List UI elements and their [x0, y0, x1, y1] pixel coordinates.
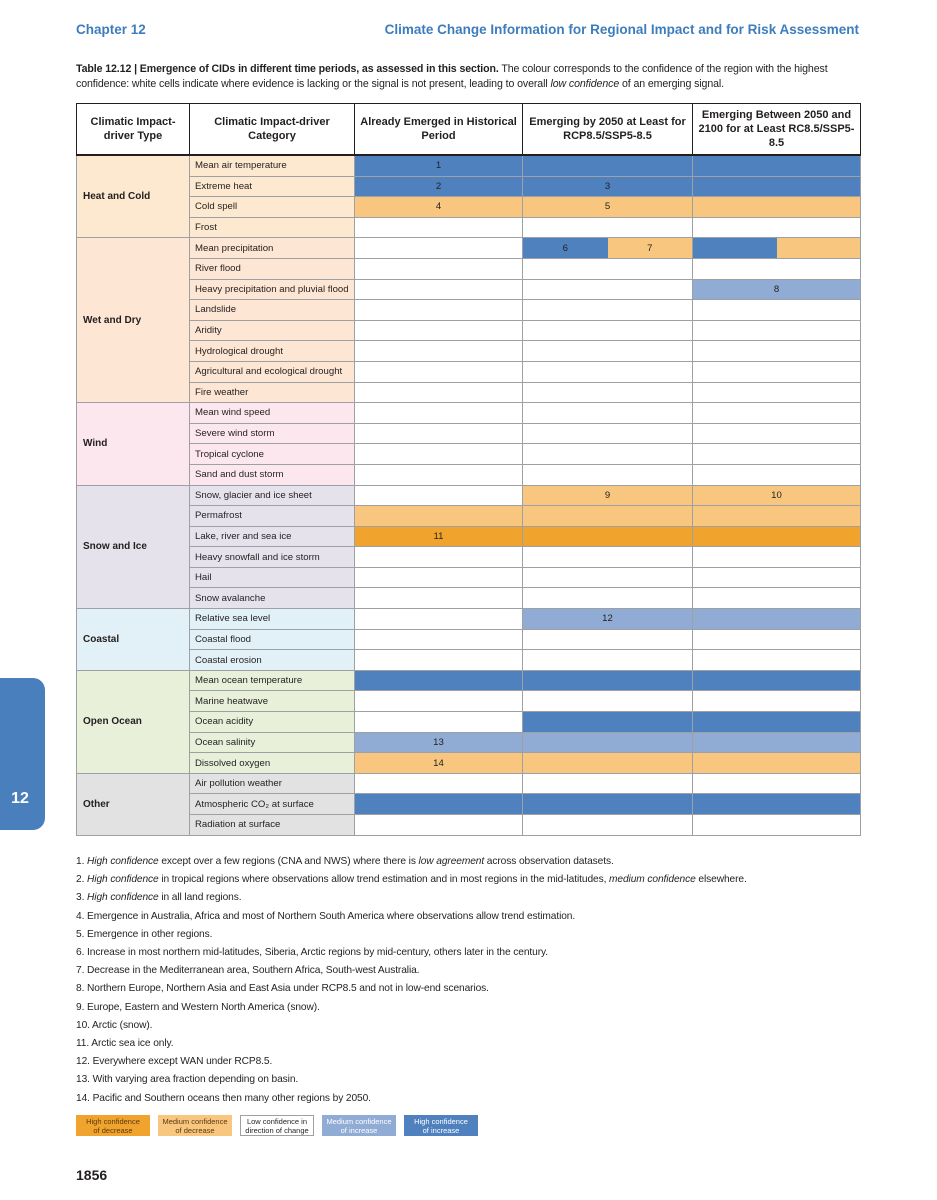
cid-category-cell: Atmospheric CO₂ at surface — [190, 794, 355, 815]
confidence-cell — [523, 753, 693, 774]
confidence-cell — [693, 691, 861, 712]
note-item — [76, 1017, 859, 1035]
confidence-cell — [693, 650, 861, 671]
confidence-cell — [523, 341, 693, 362]
confidence-cell — [523, 712, 693, 733]
cid-category-cell: Mean air temperature — [190, 155, 355, 176]
note-item — [76, 908, 859, 926]
legend-label-line1: Medium confidence — [162, 1116, 228, 1126]
note-italic-text: High confidence — [87, 892, 159, 904]
confidence-cell-half: 7 — [608, 238, 693, 258]
cid-type-cell: Wind — [77, 403, 190, 485]
confidence-cell — [523, 794, 693, 815]
confidence-cell — [355, 444, 523, 465]
confidence-cell — [523, 403, 693, 424]
table-row — [77, 217, 861, 238]
note-item — [76, 980, 859, 998]
confidence-cell — [693, 444, 861, 465]
cid-table-container — [76, 103, 860, 836]
cid-category-cell: Radiation at surface — [190, 815, 355, 836]
table-header-row — [77, 104, 861, 156]
confidence-cell — [523, 650, 693, 671]
note-item — [76, 871, 859, 889]
confidence-cell — [693, 300, 861, 321]
confidence-cell — [693, 567, 861, 588]
cid-category-cell: Agricultural and ecological drought — [190, 361, 355, 382]
confidence-cell: 5 — [523, 197, 693, 218]
cid-category-cell: Aridity — [190, 320, 355, 341]
cid-category-cell: Coastal flood — [190, 629, 355, 650]
confidence-cell — [693, 341, 861, 362]
split-confidence-cell — [693, 238, 860, 258]
header-cid-type: Climatic Impact-driver Type — [77, 104, 190, 156]
table-row — [77, 464, 861, 485]
table-row — [77, 547, 861, 568]
cid-category-cell: Snow avalanche — [190, 588, 355, 609]
table-row — [77, 588, 861, 609]
cid-category-cell: Lake, river and sea ice — [190, 526, 355, 547]
confidence-cell — [693, 155, 861, 176]
note-text: Europe, Eastern and Western North America (snow). — [87, 1001, 320, 1013]
legend-label-line2: of decrease — [93, 1125, 133, 1135]
cid-category-cell: Mean wind speed — [190, 403, 355, 424]
confidence-cell — [355, 670, 523, 691]
legend-label-line1: High confidence — [414, 1116, 468, 1126]
confidence-cell — [693, 238, 861, 259]
confidence-cell — [355, 341, 523, 362]
confidence-cell — [693, 464, 861, 485]
confidence-cell — [355, 217, 523, 238]
confidence-cell — [693, 670, 861, 691]
caption-text-a: The colour corresponds to the confidence of the region with the highest confidence: white cells indicate where evidence is lacking or the signal is not present, leading to overall — [76, 63, 828, 90]
confidence-cell — [523, 464, 693, 485]
note-italic-text: low agreement — [418, 856, 485, 867]
confidence-cell — [355, 712, 523, 733]
cid-category-cell: Cold spell — [190, 197, 355, 218]
table-row — [77, 238, 861, 259]
confidence-cell-half — [777, 238, 861, 258]
confidence-cell — [523, 526, 693, 547]
confidence-cell — [355, 382, 523, 403]
cid-category-cell: Heavy precipitation and pluvial flood — [190, 279, 355, 300]
table-row — [77, 794, 861, 815]
confidence-cell: 11 — [355, 526, 523, 547]
cid-category-cell: Ocean salinity — [190, 732, 355, 753]
note-number: 14. — [76, 1092, 90, 1104]
cid-type-cell: Open Ocean — [77, 670, 190, 773]
confidence-cell: 13 — [355, 732, 523, 753]
note-number: 12. — [76, 1056, 90, 1068]
chapter-side-tab — [0, 678, 45, 830]
cid-category-cell: Coastal erosion — [190, 650, 355, 671]
confidence-cell: 2 — [355, 176, 523, 197]
confidence-cell — [523, 629, 693, 650]
confidence-cell — [355, 794, 523, 815]
confidence-cell — [355, 320, 523, 341]
cid-category-cell: Air pollution weather — [190, 773, 355, 794]
table-row — [77, 423, 861, 444]
confidence-cell — [523, 320, 693, 341]
note-number: 9. — [76, 1001, 85, 1013]
confidence-cell — [355, 691, 523, 712]
confidence-cell — [693, 217, 861, 238]
cid-category-cell: Hail — [190, 567, 355, 588]
confidence-cell — [523, 691, 693, 712]
table-row — [77, 155, 861, 176]
legend-label-line1: Medium confidence — [326, 1116, 392, 1126]
table-row — [77, 300, 861, 321]
confidence-cell: 8 — [693, 279, 861, 300]
confidence-cell — [355, 258, 523, 279]
header-2050-2100: Emerging Between 2050 and 2100 for at Least RC8.5/SSP5-8.5 — [693, 104, 861, 156]
confidence-cell — [693, 320, 861, 341]
note-text: With varying area fraction depending on basin. — [92, 1074, 299, 1086]
cid-type-cell: Coastal — [77, 609, 190, 671]
confidence-cell — [355, 403, 523, 424]
confidence-cell — [355, 361, 523, 382]
confidence-cell — [523, 588, 693, 609]
note-item — [76, 1071, 859, 1089]
confidence-cell — [693, 547, 861, 568]
header-historical: Already Emerged in Historical Period — [355, 104, 523, 156]
confidence-cell — [523, 382, 693, 403]
cid-category-cell: Snow, glacier and ice sheet — [190, 485, 355, 506]
cid-category-cell: Severe wind storm — [190, 423, 355, 444]
table-row — [77, 506, 861, 527]
confidence-cell — [523, 732, 693, 753]
confidence-cell — [523, 567, 693, 588]
confidence-cell — [523, 423, 693, 444]
confidence-cell — [693, 361, 861, 382]
note-text: Northern Europe, Northern Asia and East Asia under RCP8.5 and not in low-end scenarios. — [87, 983, 489, 995]
cid-category-cell: Heavy snowfall and ice storm — [190, 547, 355, 568]
table-row — [77, 629, 861, 650]
confidence-cell — [523, 361, 693, 382]
confidence-cell — [355, 238, 523, 259]
caption-label: Table 12.12 | Emergence of CIDs in different time periods, as assessed in this section. — [76, 63, 499, 75]
confidence-cell: 9 — [523, 485, 693, 506]
note-text: Emergence in Australia, Africa and most of Northern South America where observations allow trend estimation. — [87, 910, 576, 922]
confidence-cell — [523, 773, 693, 794]
table-row — [77, 403, 861, 424]
confidence-cell: 10 — [693, 485, 861, 506]
legend-label-line1: High confidence — [86, 1116, 140, 1126]
confidence-cell: 14 — [355, 753, 523, 774]
confidence-cell — [693, 712, 861, 733]
table-row — [77, 320, 861, 341]
table-row — [77, 279, 861, 300]
legend-label-line2: direction of change — [245, 1125, 309, 1135]
cid-category-cell: River flood — [190, 258, 355, 279]
legend-label-line2: of decrease — [175, 1125, 215, 1135]
confidence-cell — [523, 506, 693, 527]
table-row — [77, 691, 861, 712]
confidence-cell — [693, 176, 861, 197]
note-text: Increase in most northern mid-latitudes, Siberia, Arctic regions by mid-century, others later in the century. — [87, 947, 548, 959]
legend-key-hi — [404, 1115, 478, 1136]
table-row — [77, 650, 861, 671]
cid-category-cell: Ocean acidity — [190, 712, 355, 733]
note-number: 8. — [76, 983, 85, 995]
note-italic-text: High confidence — [87, 856, 159, 867]
running-head — [76, 22, 859, 42]
confidence-cell — [355, 629, 523, 650]
table-row — [77, 609, 861, 630]
note-italic-text: medium confidence — [609, 874, 696, 886]
confidence-cell — [523, 279, 693, 300]
table-row — [77, 567, 861, 588]
table-row — [77, 444, 861, 465]
cid-type-cell: Other — [77, 773, 190, 835]
cid-category-cell: Landslide — [190, 300, 355, 321]
table-row — [77, 341, 861, 362]
legend-key-md — [158, 1115, 232, 1136]
note-number: 3. — [76, 892, 85, 904]
confidence-cell — [693, 629, 861, 650]
note-text: Everywhere except WAN under RCP8.5. — [92, 1056, 273, 1068]
confidence-cell — [693, 732, 861, 753]
cid-category-cell: Frost — [190, 217, 355, 238]
note-text: Arctic sea ice only. — [91, 1038, 174, 1050]
table-row — [77, 382, 861, 403]
legend-label-line2: of increase — [340, 1125, 378, 1135]
chapter-label: Chapter 12 — [76, 22, 146, 37]
note-number: 1. — [76, 856, 85, 867]
note-number: 5. — [76, 928, 85, 940]
confidence-cell — [355, 464, 523, 485]
confidence-cell — [355, 300, 523, 321]
confidence-cell — [693, 794, 861, 815]
note-italic-text: High confidence — [87, 874, 159, 886]
note-number: 10. — [76, 1019, 90, 1031]
cid-category-cell: Mean precipitation — [190, 238, 355, 259]
confidence-cell — [523, 670, 693, 691]
table-caption — [76, 62, 859, 91]
cid-category-cell: Dissolved oxygen — [190, 753, 355, 774]
cid-category-cell: Mean ocean temperature — [190, 670, 355, 691]
cid-category-cell: Fire weather — [190, 382, 355, 403]
confidence-cell — [523, 300, 693, 321]
note-text: Arctic (snow). — [92, 1019, 153, 1031]
confidence-cell — [355, 423, 523, 444]
table-row — [77, 361, 861, 382]
confidence-cell — [523, 238, 693, 259]
confidence-cell — [355, 506, 523, 527]
confidence-cell — [693, 526, 861, 547]
table-row — [77, 773, 861, 794]
side-tab-number: 12 — [11, 790, 29, 807]
confidence-cell — [693, 588, 861, 609]
confidence-cell — [523, 815, 693, 836]
note-text: in all land regions. — [158, 892, 242, 904]
note-text: in tropical regions where observations allow trend estimation and in most regions in the mid-latitudes, — [158, 874, 610, 886]
legend-key-hd — [76, 1115, 150, 1136]
note-item — [76, 962, 859, 980]
caption-italic: low confidence — [550, 77, 620, 90]
note-text: Decrease in the Mediterranean area, Southern Africa, South-west Australia. — [87, 965, 420, 977]
table-row — [77, 712, 861, 733]
cid-type-cell: Snow and Ice — [77, 485, 190, 609]
legend-label-line2: of increase — [422, 1125, 460, 1135]
caption-text-b: of an emerging signal. — [619, 77, 725, 90]
confidence-cell — [355, 773, 523, 794]
cid-category-cell: Sand and dust storm — [190, 464, 355, 485]
confidence-cell — [693, 382, 861, 403]
confidence-cell — [693, 197, 861, 218]
legend-key-lo — [240, 1115, 314, 1136]
note-item — [76, 926, 859, 944]
table-row — [77, 485, 861, 506]
confidence-cell — [355, 815, 523, 836]
note-text: elsewhere. — [695, 874, 747, 886]
confidence-cell: 12 — [523, 609, 693, 630]
cid-type-cell: Heat and Cold — [77, 155, 190, 238]
note-item — [76, 853, 859, 871]
note-item — [76, 944, 859, 962]
table-row — [77, 197, 861, 218]
chapter-title: Climate Change Information for Regional Impact and for Risk Assessment — [384, 22, 859, 37]
table-body — [77, 155, 861, 835]
cid-category-cell: Extreme heat — [190, 176, 355, 197]
note-number: 11. — [76, 1038, 90, 1050]
note-number: 4. — [76, 910, 85, 922]
split-confidence-cell — [523, 238, 692, 258]
note-number: 7. — [76, 965, 85, 977]
header-by-2050: Emerging by 2050 at Least for RCP8.5/SSP5-8.5 — [523, 104, 693, 156]
cid-emergence-table — [76, 103, 861, 836]
confidence-cell — [693, 506, 861, 527]
note-text: except over a few regions (CNA and NWS) where there is — [158, 856, 419, 867]
confidence-cell — [693, 423, 861, 444]
note-number: 2. — [76, 874, 85, 886]
header-cid-category: Climatic Impact-driver Category — [190, 104, 355, 156]
confidence-cell — [693, 773, 861, 794]
confidence-cell — [355, 485, 523, 506]
confidence-cell — [355, 650, 523, 671]
confidence-cell — [523, 547, 693, 568]
confidence-cell: 1 — [355, 155, 523, 176]
table-row — [77, 526, 861, 547]
confidence-cell — [355, 547, 523, 568]
note-text: Pacific and Southern oceans then many other regions by 2050. — [92, 1092, 371, 1104]
confidence-cell — [355, 588, 523, 609]
table-row — [77, 176, 861, 197]
confidence-cell — [523, 258, 693, 279]
confidence-cell — [693, 403, 861, 424]
cid-category-cell: Marine heatwave — [190, 691, 355, 712]
note-item — [76, 1035, 859, 1053]
confidence-cell — [523, 444, 693, 465]
note-item — [76, 889, 859, 907]
note-number: 13. — [76, 1074, 90, 1086]
confidence-cell — [693, 258, 861, 279]
legend-label-line1: Low confidence in — [246, 1116, 308, 1126]
confidence-cell: 4 — [355, 197, 523, 218]
legend-key-mi — [322, 1115, 396, 1136]
note-number: 6. — [76, 947, 85, 959]
table-row — [77, 815, 861, 836]
confidence-cell: 3 — [523, 176, 693, 197]
confidence-cell — [693, 753, 861, 774]
confidence-cell — [523, 217, 693, 238]
cid-category-cell: Relative sea level — [190, 609, 355, 630]
confidence-cell — [355, 567, 523, 588]
confidence-cell — [693, 609, 861, 630]
confidence-cell — [693, 815, 861, 836]
confidence-cell — [355, 609, 523, 630]
note-item — [76, 1053, 859, 1071]
table-notes — [76, 853, 859, 1108]
note-item — [76, 999, 859, 1017]
cid-category-cell: Hydrological drought — [190, 341, 355, 362]
confidence-cell-half: 6 — [523, 238, 608, 258]
cid-type-cell: Wet and Dry — [77, 238, 190, 403]
table-row — [77, 670, 861, 691]
confidence-cell-half — [693, 238, 777, 258]
note-text: across observation datasets. — [484, 856, 614, 867]
page-number: 1856 — [76, 1167, 108, 1183]
cid-category-cell: Tropical cyclone — [190, 444, 355, 465]
table-row — [77, 732, 861, 753]
note-text: Emergence in other regions. — [87, 928, 213, 940]
cid-category-cell: Permafrost — [190, 506, 355, 527]
confidence-cell — [355, 279, 523, 300]
table-row — [77, 753, 861, 774]
table-row — [77, 258, 861, 279]
note-item — [76, 1090, 859, 1108]
confidence-cell — [523, 155, 693, 176]
